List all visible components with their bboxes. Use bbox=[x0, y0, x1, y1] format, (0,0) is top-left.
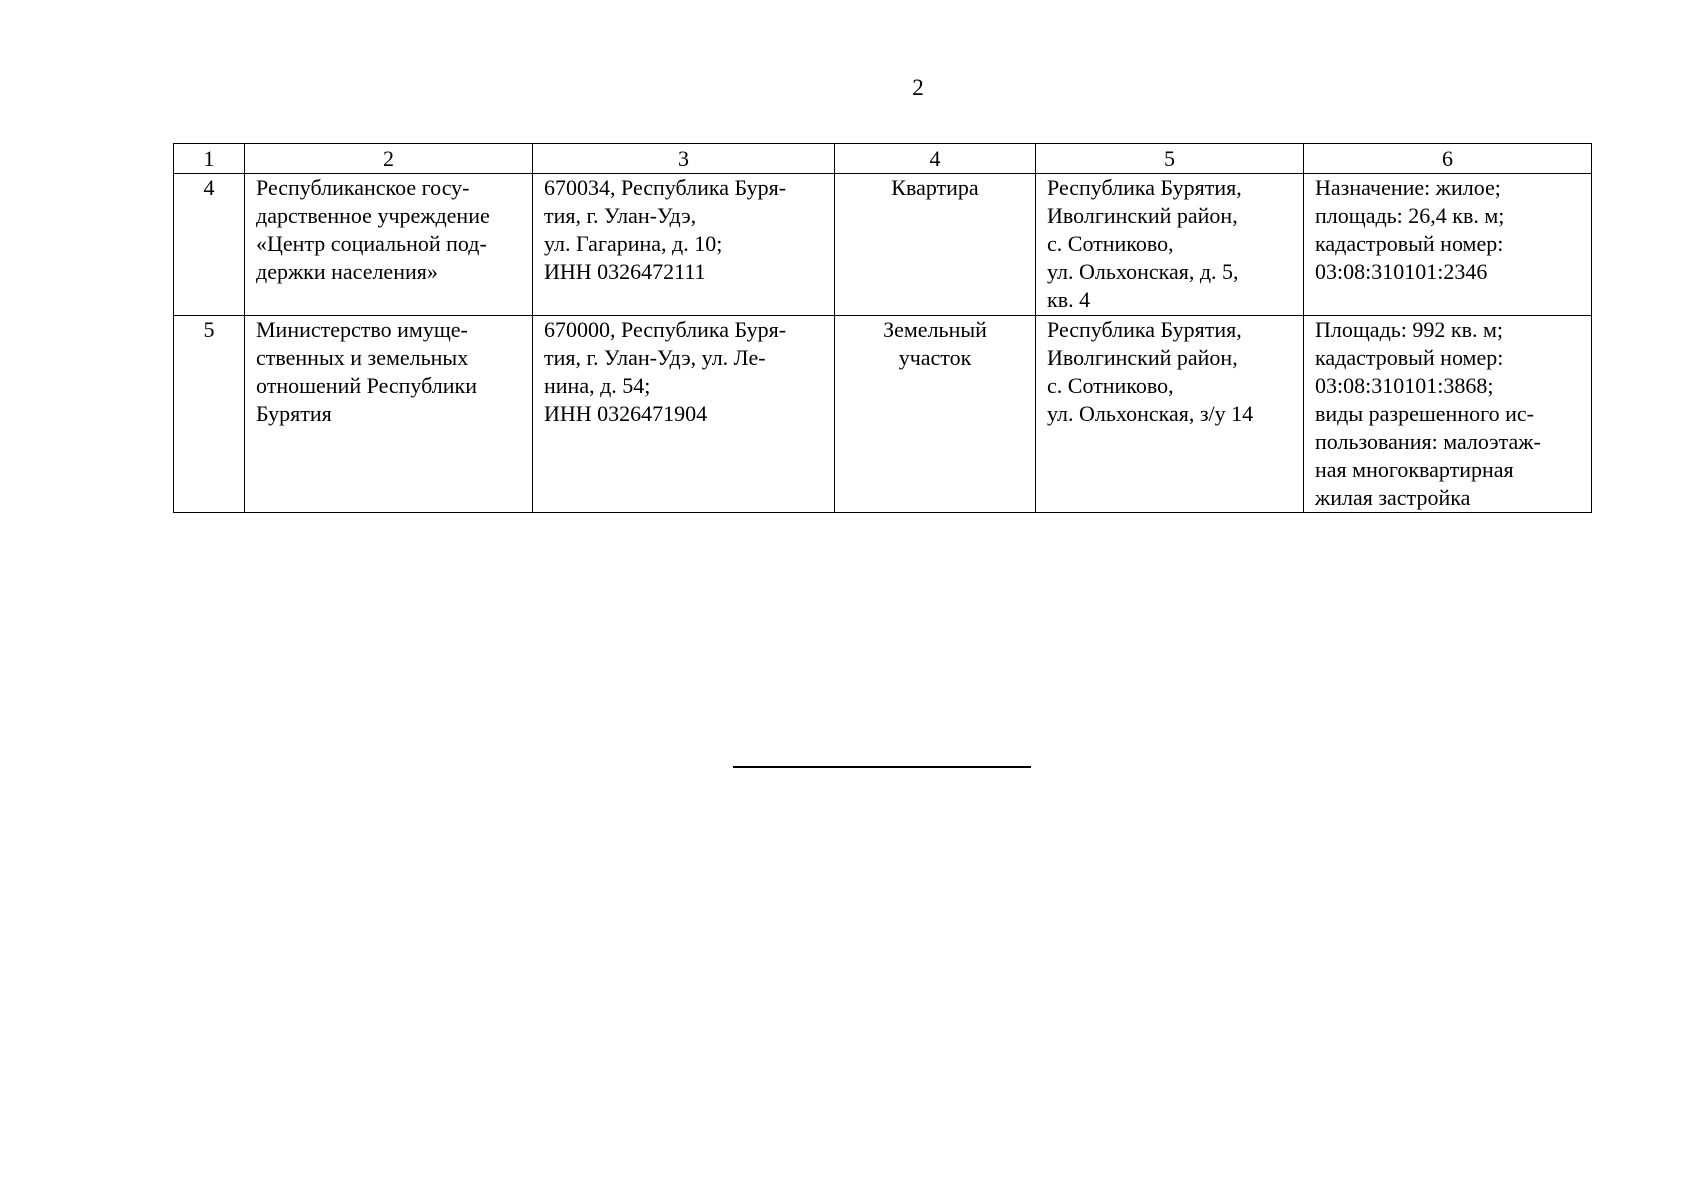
end-of-document-line bbox=[733, 766, 1031, 768]
location-cell: Республика Бурятия, Иволгинский район, с. Сотниково, ул. Ольхонская, д. 5, кв. 4 bbox=[1036, 174, 1304, 316]
row-number: 5 bbox=[174, 316, 245, 513]
object-type-cell: Квартира bbox=[835, 174, 1036, 316]
column-number-5: 5 bbox=[1036, 144, 1304, 174]
table-row bbox=[174, 174, 1592, 316]
column-number-2: 2 bbox=[245, 144, 533, 174]
table-row bbox=[174, 316, 1592, 513]
characteristics-cell: Площадь: 992 кв. м; кадастровый номер: 03:08:310101:3868; виды разрешенного ис- пользования: малоэтаж- ная многоквартирная жилая застройка bbox=[1304, 316, 1592, 513]
object-type-cell: Земельный участок bbox=[835, 316, 1036, 513]
column-number-4: 4 bbox=[835, 144, 1036, 174]
column-number-3: 3 bbox=[533, 144, 835, 174]
organization-cell: Министерство имуще- ственных и земельных отношений Республики Бурятия bbox=[245, 316, 533, 513]
column-number-row bbox=[174, 144, 1592, 174]
property-table bbox=[173, 143, 1592, 513]
page-number: 2 bbox=[912, 75, 924, 100]
location-cell: Республика Бурятия, Иволгинский район, с. Сотниково, ул. Ольхонская, з/у 14 bbox=[1036, 316, 1304, 513]
address-cell: 670000, Республика Буря- тия, г. Улан-Удэ, ул. Ле- нина, д. 54; ИНН 0326471904 bbox=[533, 316, 835, 513]
column-number-1: 1 bbox=[174, 144, 245, 174]
organization-cell: Республиканское госу- дарственное учреждение «Центр социальной под- держки населения» bbox=[245, 174, 533, 316]
characteristics-cell: Назначение: жилое; площадь: 26,4 кв. м; кадастровый номер: 03:08:310101:2346 bbox=[1304, 174, 1592, 316]
row-number: 4 bbox=[174, 174, 245, 316]
address-cell: 670034, Республика Буря- тия, г. Улан-Удэ, ул. Гагарина, д. 10; ИНН 0326472111 bbox=[533, 174, 835, 316]
column-number-6: 6 bbox=[1304, 144, 1592, 174]
